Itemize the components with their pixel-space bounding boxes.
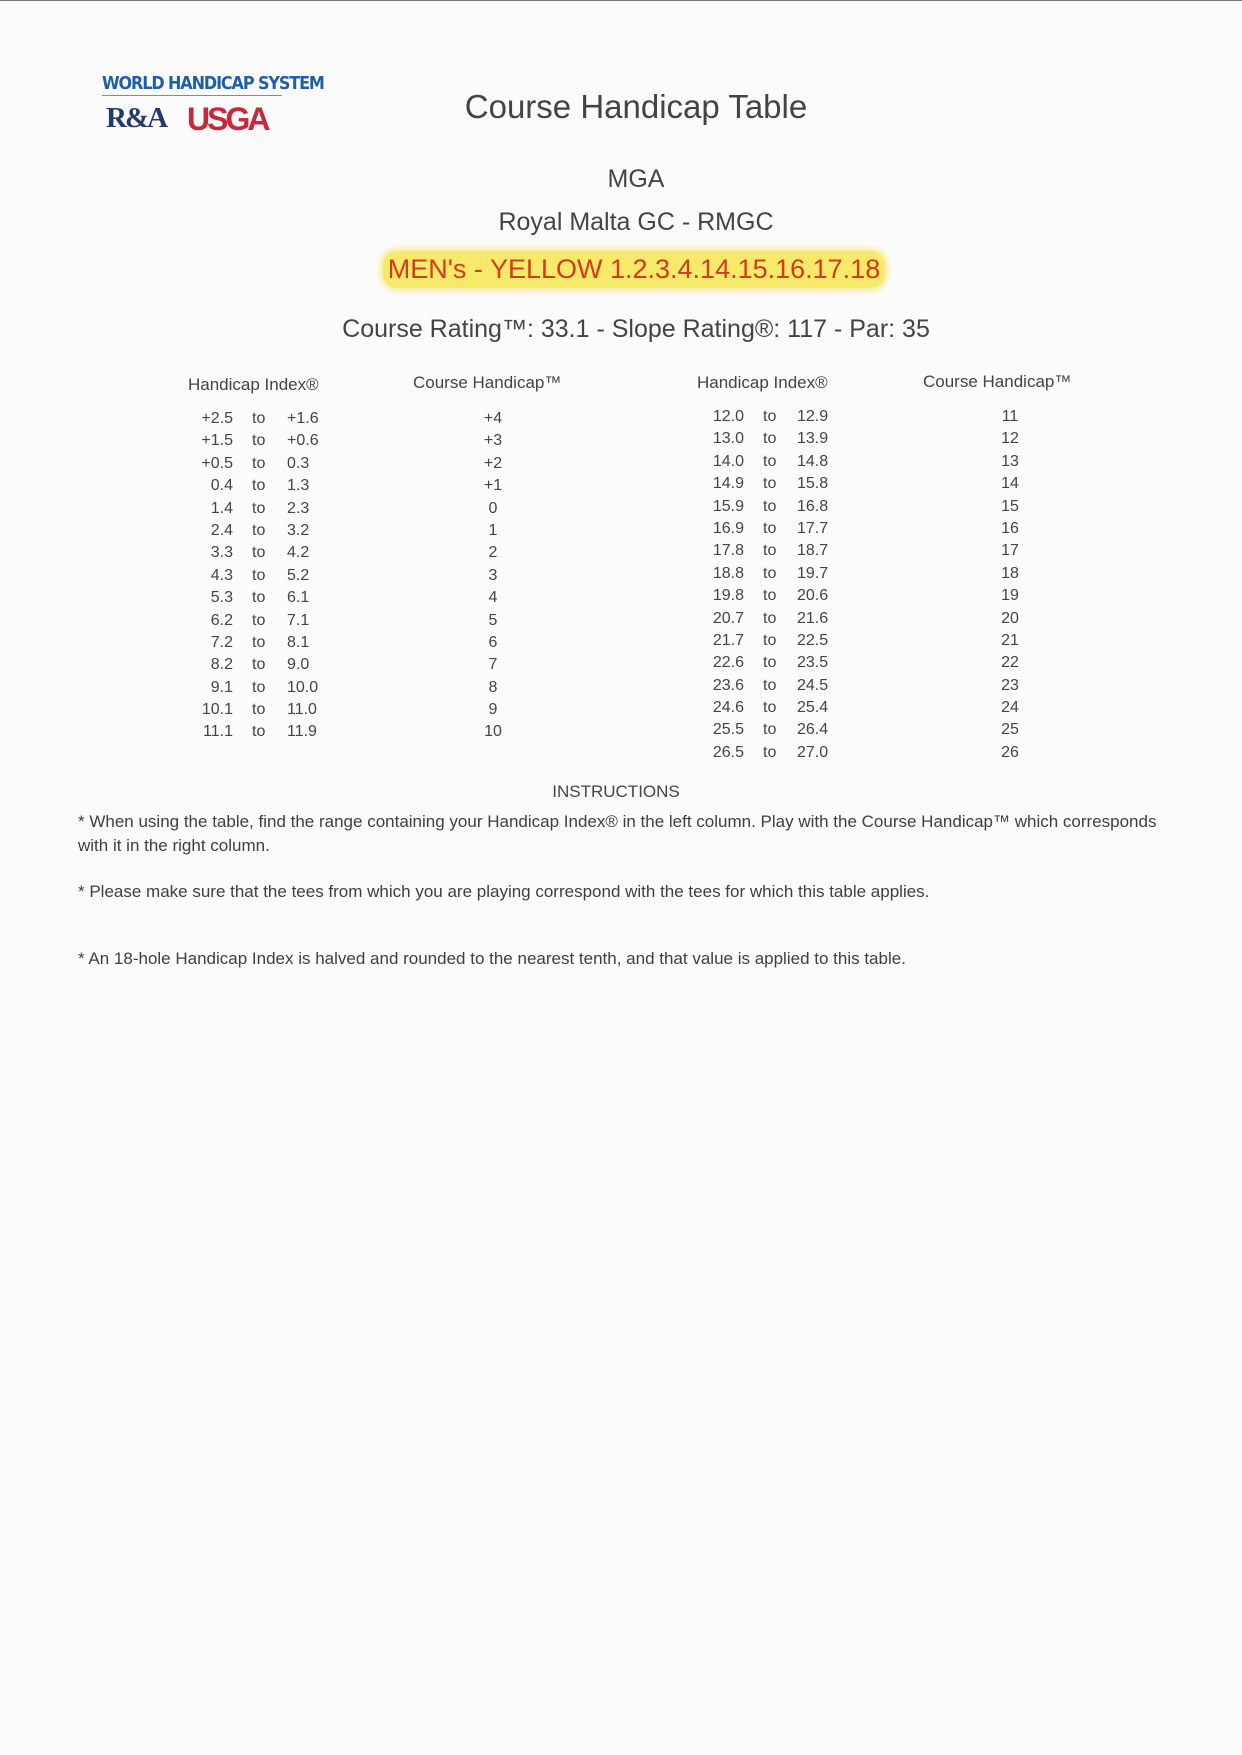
range-to: 5.2: [287, 566, 310, 584]
range-to: 6.1: [287, 589, 310, 607]
range-from: 17.8: [712, 542, 744, 560]
to-word: to: [252, 611, 266, 629]
table-row: [170, 699, 540, 721]
range-to: 14.8: [797, 452, 829, 470]
range-to: 27.0: [797, 743, 829, 761]
right-course-handicap-header: Course Handicap™: [923, 372, 1072, 391]
course-handicap: 15: [1001, 497, 1019, 515]
range-to: 3.2: [287, 521, 310, 539]
table-row: [170, 475, 540, 497]
course-handicap: 16: [1001, 519, 1019, 537]
range-from: 2.4: [210, 521, 233, 539]
range-to: 26.4: [797, 721, 829, 739]
table-row: [684, 496, 1064, 518]
table-row: [170, 632, 540, 654]
to-word: to: [252, 701, 266, 719]
course-handicap: 9: [488, 701, 498, 719]
top-edge-line: [0, 0, 1242, 1]
table-row: [684, 563, 1064, 585]
range-from: 8.2: [210, 656, 233, 674]
instructions-heading: INSTRUCTIONS: [552, 782, 680, 801]
table-row: [170, 565, 540, 587]
table-row: [170, 408, 540, 430]
to-word: to: [252, 678, 266, 696]
to-word: to: [252, 566, 266, 584]
range-to: 11.9: [287, 723, 317, 741]
right-table: [684, 406, 1064, 764]
range-from: 7.2: [210, 633, 233, 651]
range-to: 15.8: [797, 475, 829, 493]
left-handicap-index-header: Handicap Index®: [188, 375, 319, 394]
course-handicap: 6: [488, 633, 498, 651]
to-word: to: [252, 477, 266, 495]
instruction-1: * When using the table, find the range containing your Handicap Index® in the left column. Play with the Course Handicap™ which corresponds with it in the right column.: [78, 812, 1157, 855]
range-to: 24.5: [797, 676, 829, 694]
course-handicap: 2: [488, 544, 498, 562]
range-from: 18.8: [712, 564, 744, 582]
range-from: 23.6: [712, 676, 744, 694]
range-to: 19.7: [797, 564, 829, 582]
to-word: to: [252, 499, 266, 517]
range-to: 11.0: [287, 701, 317, 719]
right-handicap-index-header: Handicap Index®: [697, 373, 828, 392]
logo-title: WORLD HANDICAP SYSTEM: [102, 72, 324, 94]
range-from: 13.0: [712, 430, 744, 448]
course-handicap: 24: [1001, 699, 1019, 717]
instruction-3: * An 18-hole Handicap Index is halved and rounded to the nearest tenth, and that value is applied to this table.: [78, 949, 906, 968]
to-word: to: [763, 631, 777, 649]
table-row: [170, 587, 540, 609]
range-to: +0.6: [287, 432, 319, 450]
table-row: [684, 451, 1064, 473]
course-handicap: +1: [483, 477, 503, 495]
to-word: to: [763, 430, 777, 448]
course-handicap: +2: [483, 454, 503, 472]
to-word: to: [252, 656, 266, 674]
course-handicap: 11: [1001, 408, 1019, 425]
course-handicap: 10: [484, 723, 502, 741]
range-to: 16.8: [797, 497, 829, 515]
table-row: [684, 608, 1064, 630]
to-word: to: [763, 519, 777, 537]
table-row: [170, 677, 540, 699]
to-word: to: [252, 410, 266, 427]
course-handicap: 22: [1001, 654, 1019, 672]
course-handicap: 7: [488, 656, 498, 674]
course-handicap: 18: [1001, 564, 1019, 582]
range-to: 8.1: [287, 633, 310, 651]
to-word: to: [763, 721, 777, 739]
range-from: 0.4: [210, 477, 233, 495]
range-to: 23.5: [797, 654, 829, 672]
range-from: 14.9: [712, 475, 744, 493]
range-to: 25.4: [797, 699, 829, 717]
course-handicap: 4: [488, 589, 498, 607]
table-row: [684, 675, 1064, 697]
table-row: [684, 630, 1064, 652]
range-from: 1.4: [210, 499, 233, 517]
to-word: to: [252, 723, 266, 741]
range-to: 18.7: [797, 542, 829, 560]
table-row: [684, 473, 1064, 495]
to-word: to: [763, 699, 777, 717]
to-word: to: [252, 589, 266, 607]
to-word: to: [763, 743, 777, 761]
course-handicap: 17: [1001, 542, 1019, 560]
range-to: 1.3: [287, 477, 310, 495]
range-from: 6.2: [210, 611, 233, 629]
range-from: 24.6: [712, 699, 744, 717]
table-row: [684, 428, 1064, 450]
range-from: 3.3: [210, 544, 233, 562]
table-row: [170, 654, 540, 676]
to-word: to: [252, 454, 266, 472]
to-word: to: [763, 408, 777, 425]
to-word: to: [252, 633, 266, 651]
table-row: [170, 430, 540, 452]
range-to: 7.1: [287, 611, 310, 629]
range-from: 21.7: [712, 631, 744, 649]
course-handicap: 25: [1001, 721, 1019, 739]
table-row: [170, 498, 540, 520]
range-from: 20.7: [712, 609, 744, 627]
range-to: 10.0: [287, 678, 319, 696]
table-row: [684, 697, 1064, 719]
ra-logo: R&A: [106, 102, 167, 134]
to-word: to: [763, 452, 777, 470]
table-row: [684, 719, 1064, 741]
to-word: to: [252, 521, 266, 539]
range-from: +0.5: [201, 454, 233, 472]
to-word: to: [763, 676, 777, 694]
range-from: 26.5: [712, 743, 744, 761]
range-from: 5.3: [210, 589, 233, 607]
range-from: 19.8: [712, 587, 744, 605]
range-to: 21.6: [797, 609, 829, 627]
range-from: +2.5: [201, 410, 233, 427]
table-row: [684, 540, 1064, 562]
table-row: [684, 742, 1064, 764]
instruction-2: * Please make sure that the tees from which you are playing correspond with the tees for which this table applies.: [78, 882, 930, 901]
range-to: 12.9: [797, 408, 829, 425]
to-word: to: [763, 587, 777, 605]
range-from: 14.0: [712, 452, 744, 470]
range-from: +1.5: [201, 432, 233, 450]
table-row: [170, 520, 540, 542]
range-to: 13.9: [797, 430, 829, 448]
range-to: 4.2: [287, 544, 310, 562]
table-row: [170, 610, 540, 632]
table-row: [170, 542, 540, 564]
to-word: to: [763, 497, 777, 515]
range-to: 2.3: [287, 499, 310, 517]
table-row: [684, 585, 1064, 607]
range-from: 16.9: [712, 519, 744, 537]
table-row: [684, 652, 1064, 674]
range-to: 0.3: [287, 454, 310, 472]
range-from: 15.9: [712, 497, 744, 515]
usga-logo: USGA: [187, 101, 268, 137]
course-handicap: 1: [488, 521, 498, 539]
table-row: [684, 518, 1064, 540]
rating-line: Course Rating™: 33.1 - Slope Rating®: 117 - Par: 35: [342, 315, 930, 343]
range-from: 12.0: [712, 408, 744, 425]
course-handicap: +3: [483, 432, 503, 450]
to-word: to: [763, 609, 777, 627]
course-handicap: 5: [488, 611, 498, 629]
table-row: [684, 406, 1064, 428]
course-handicap: 3: [488, 566, 498, 584]
left-course-handicap-header: Course Handicap™: [413, 373, 562, 392]
to-word: to: [763, 542, 777, 560]
course-handicap: 20: [1001, 609, 1019, 627]
course-handicap: 19: [1001, 587, 1019, 605]
club-name: Royal Malta GC - RMGC: [498, 208, 774, 236]
course-handicap: 26: [1001, 743, 1019, 761]
range-from: 10.1: [201, 701, 233, 719]
association-name: MGA: [607, 165, 665, 193]
to-word: to: [763, 475, 777, 493]
course-handicap: 14: [1001, 475, 1019, 493]
range-from: 22.6: [712, 654, 744, 672]
course-handicap: +4: [483, 410, 503, 427]
range-to: 20.6: [797, 587, 829, 605]
course-handicap: 13: [1001, 452, 1019, 470]
range-to: +1.6: [287, 410, 319, 427]
to-word: to: [763, 654, 777, 672]
range-to: 22.5: [797, 631, 829, 649]
tee-highlight: MEN's - YELLOW 1.2.3.4.14.15.16.17.18: [383, 251, 885, 288]
course-handicap: 23: [1001, 676, 1019, 694]
to-word: to: [763, 564, 777, 582]
range-to: 17.7: [797, 519, 829, 537]
course-handicap: 21: [1001, 631, 1019, 649]
left-table: [170, 408, 540, 744]
course-handicap: 0: [488, 499, 498, 517]
to-word: to: [252, 544, 266, 562]
table-row: [170, 721, 540, 743]
range-from: 25.5: [712, 721, 744, 739]
range-from: 4.3: [210, 566, 233, 584]
range-to: 9.0: [287, 656, 310, 674]
course-handicap: 8: [488, 678, 498, 696]
range-from: 11.1: [203, 723, 233, 741]
to-word: to: [252, 432, 266, 450]
range-from: 9.1: [210, 678, 233, 696]
table-row: [170, 453, 540, 475]
page-title: Course Handicap Table: [464, 88, 808, 125]
course-handicap: 12: [1001, 430, 1019, 448]
